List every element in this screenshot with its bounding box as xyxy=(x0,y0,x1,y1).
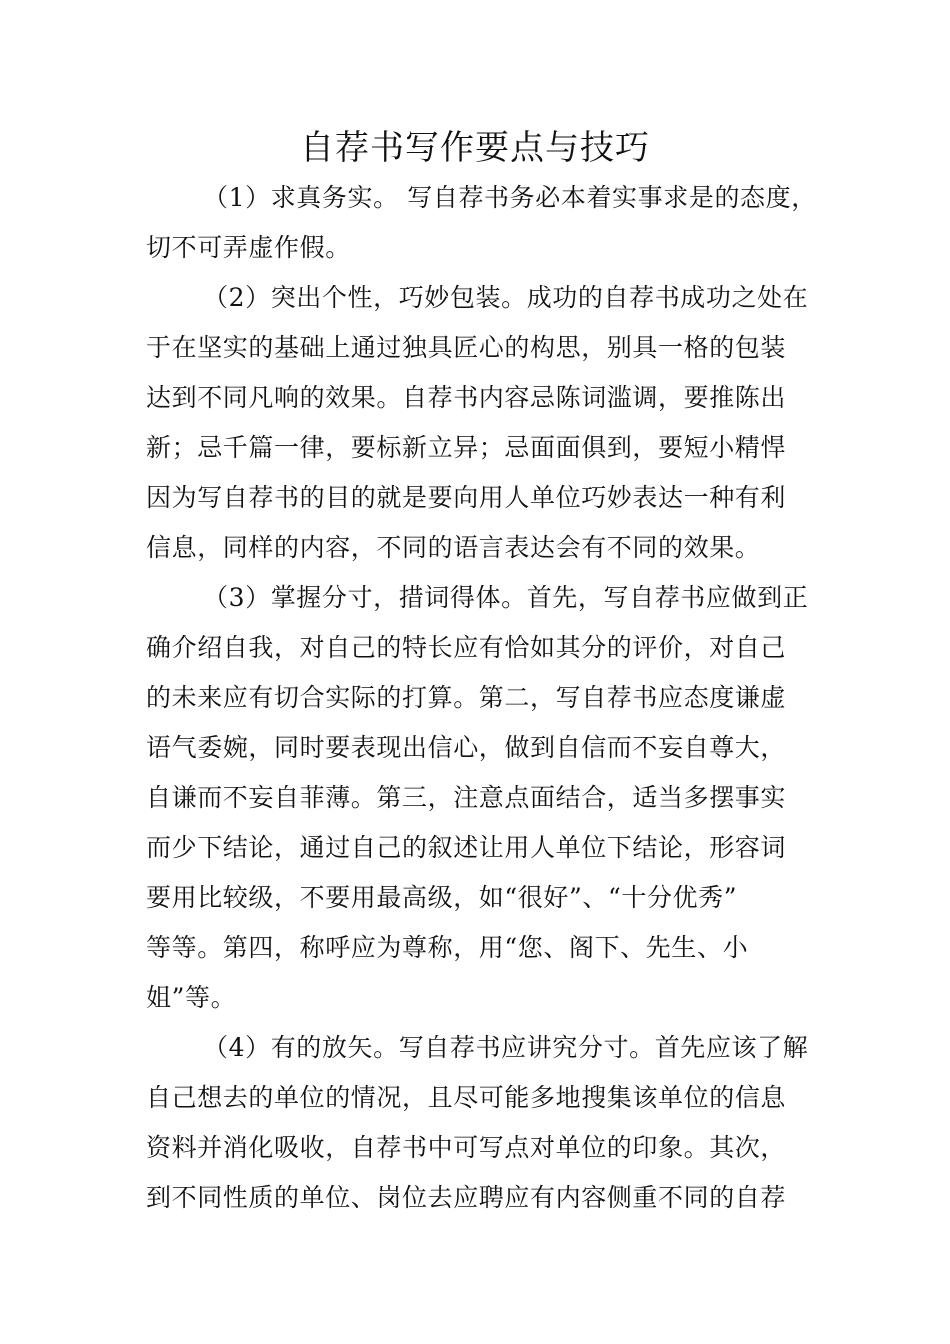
text-line: 新；忌千篇一律，要标新立异；忌面面俱到，要短小精悍 xyxy=(146,433,787,462)
text-line: 因为写自荐书的目的就是要向用人单位巧妙表达一种有利 xyxy=(146,483,787,512)
text-line: 自己想去的单位的情况，且尽可能多地搜集该单位的信息 xyxy=(146,1083,787,1112)
text-line: 切不可弄虚作假。 xyxy=(146,233,351,262)
text-line: （2）突出个性，巧妙包装。成功的自荐书成功之处在 xyxy=(203,283,809,312)
text-line: 资料并消化吸收，自荐书中可写点对单位的印象。其次， xyxy=(146,1133,787,1162)
text-line: 于在坚实的基础上通过独具匠心的构思，别具一格的包装 xyxy=(146,333,787,362)
text-line: 的未来应有切合实际的打算。第二，写自荐书应态度谦虚 xyxy=(146,683,787,712)
text-line: 信息，同样的内容，不同的语言表达会有不同的效果。 xyxy=(146,533,761,562)
text-line: 等等。第四，称呼应为尊称，用“您、阁下、先生、小 xyxy=(146,933,749,962)
text-line: 达到不同凡响的效果。自荐书内容忌陈词滥调，要推陈出 xyxy=(146,383,787,412)
text-line: （3）掌握分寸，措词得体。首先，写自荐书应做到正 xyxy=(203,583,809,612)
document-title: 自荐书写作要点与技巧 xyxy=(300,128,650,168)
text-line: 到不同性质的单位、岗位去应聘应有内容侧重不同的自荐 xyxy=(146,1183,787,1212)
text-line: 而少下结论，通过自己的叙述让用人单位下结论，形容词 xyxy=(146,833,787,862)
text-line: 姐”等。 xyxy=(146,983,237,1012)
text-line: 自谦而不妄自菲薄。第三，注意点面结合，适当多摆事实 xyxy=(146,783,787,812)
text-line: 要用比较级，不要用最高级，如“很好”、“十分优秀” xyxy=(146,883,738,912)
text-line: 语气委婉，同时要表现出信心，做到自信而不妄自尊大， xyxy=(146,733,787,762)
text-line: （1）求真务实。 写自荐书务必本着实事求是的态度， xyxy=(203,183,817,212)
text-line: 确介绍自我，对自己的特长应有恰如其分的评价，对自己 xyxy=(146,633,787,662)
text-line: （4）有的放矢。写自荐书应讲究分寸。首先应该了解 xyxy=(203,1033,809,1062)
